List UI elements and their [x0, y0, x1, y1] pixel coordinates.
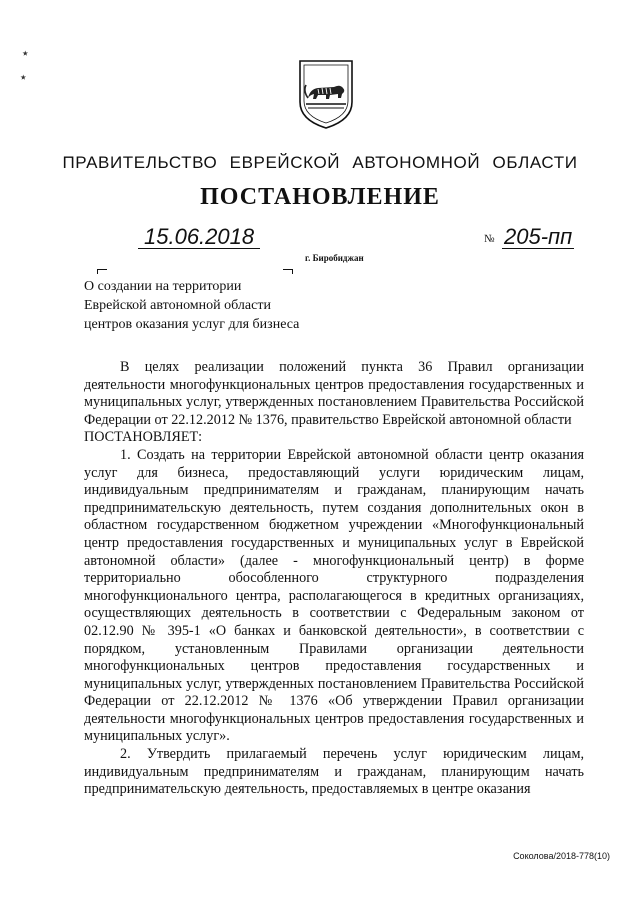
subject-line: О создании на территории: [84, 279, 242, 294]
document-city: г. Биробиджан: [305, 253, 364, 263]
item-2-paragraph: 2. Утвердить прилагаемый перечень услуг юридическим лицам, индивидуальным предпринимателям и гражданам, планирующим начать предпринимательскую деятельность, предоставляемых в центре оказания: [84, 746, 584, 798]
document-number-label: №: [484, 233, 495, 245]
preamble-paragraph: В целях реализации положений пункта 36 Правил организации деятельности многофункциональных центров предоставления государственных и муниципальных услуг, утвержденных постановлением Правительства Российской Федерации от 22.12.2012 № 1376, правительство Еврейской автономной области: [84, 359, 584, 428]
scan-mark: ٭: [20, 70, 27, 84]
subject-block: [84, 277, 299, 334]
coat-of-arms-icon: [296, 58, 356, 130]
footer-reference: Соколова/2018-778(10): [513, 851, 610, 861]
document-body: [84, 359, 584, 799]
subject-line: Еврейской автономной области: [84, 298, 271, 313]
decree-heading: ПОСТАНОВЛЯЕТ:: [84, 429, 203, 446]
item-1-paragraph: 1. Создать на территории Еврейской автономной области центр оказания услуг для бизнеса, предоставляющий услуги юридическим лицам, индивидуальным предпринимателям и гражданам, планирующим начать предпринимательскую деятельность, путем создания дополнительных окон в областном государственном бюджетном учреждении «Многофункциональный центр предоставления государственных и муниципальных услуг в Еврейской автономной области» (далее - многофункциональный центр) в форме территориально обособленного структурного подразделения многофункционального центра, располагающегося в кредитных организациях, осуществляющих деятельность в соответствии с Федеральным законом от 02.12.90 № 395-1 «О банках и банковской деятельности», в соответствии с порядком, установленным Правилами организации деятельности многофункциональных центров предоставления государственных и муниципальных услуг, утвержденных постановлением Правительства Российской Федерации от 22.12.2012 № 1376 «Об утверждении Правил организации деятельности многофункциональных центров предоставления государственных и муниципальных услуг».: [84, 446, 584, 745]
subject-bracket-left: [97, 269, 107, 274]
document-type-title: ПОСТАНОВЛЕНИЕ: [200, 184, 440, 210]
organization-title: ПРАВИТЕЛЬСТВО ЕВРЕЙСКОЙ АВТОНОМНОЙ ОБЛАСТИ: [62, 153, 578, 172]
document-date: 15.06.2018: [138, 226, 260, 249]
scan-mark: ٭: [22, 46, 29, 60]
subject-bracket-right: [283, 269, 293, 274]
document-number: 205-пп: [504, 224, 573, 249]
subject-line: центров оказания услуг для бизнеса: [84, 317, 300, 332]
